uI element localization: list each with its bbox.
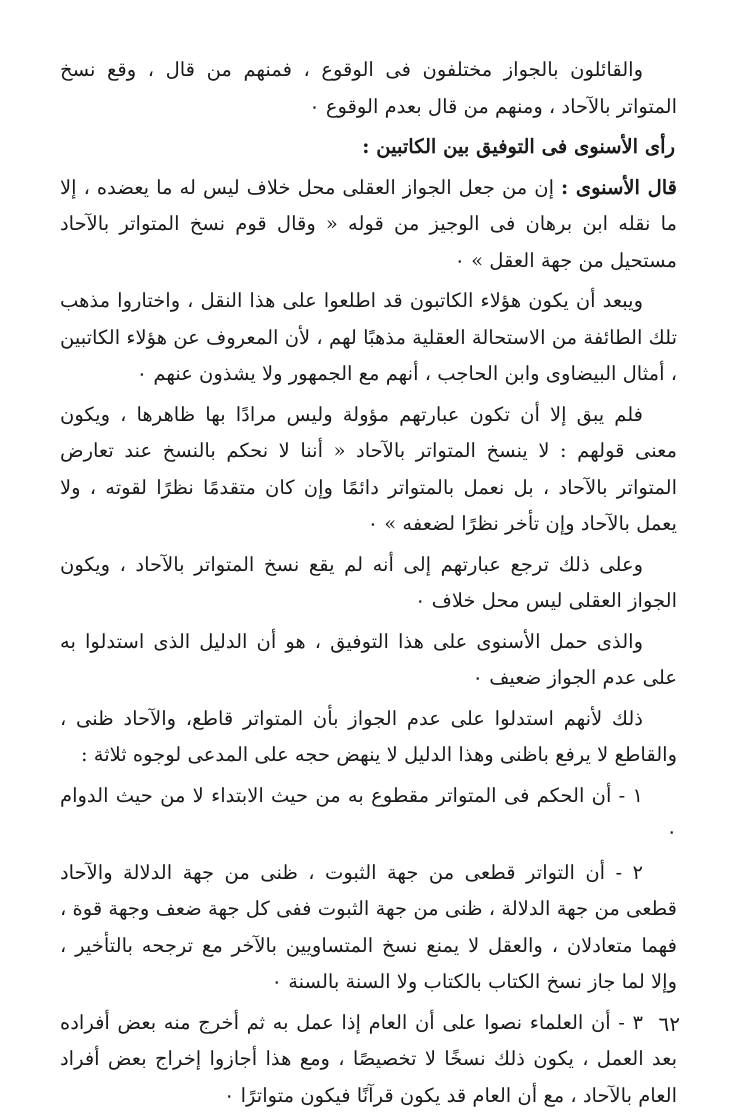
- paragraph-7: ذلك لأنهم استدلوا على عدم الجواز بأن المتواتر قاطع، والآحاد ظنى ، والقاطع لا يرفع باظنى وهذا الدليل لا ينهض حجه على المدعى لوجوه ثلاثة :: [60, 706, 677, 766]
- paragraph-5: وعلى ذلك ترجع عبارتهم إلى أنه لم يقع نسخ المتواتر بالآحاد ، ويكون الجواز العقلى ليس محل خلاف ٠: [60, 552, 677, 612]
- paragraph-2: [60, 170, 677, 280]
- paragraph-2-lead: قال الأسنوى :: [561, 175, 677, 199]
- paragraph-3: ويبعد أن يكون هؤلاء الكاتبون قد اطلعوا على هذا النقل ، واختاروا مذهب تلك الطائفة من الاستحالة العقلية مذهبًا لهم ، لأن المعروف عن هؤلاء الكاتبين ، أمثال البيضاوى وابن الحاجب ، أنهم مع الجمهور ولا يشذون عنهم ٠: [60, 289, 677, 385]
- paragraph-4: فلم يبق إلا أن تكون عبارتهم مؤولة وليس مرادًا بها ظاهرها ، ويكون معنى قولهم : لا ينسخ المتواتر بالآحاد « أننا لا نحكم بالنسخ عند تعارض المتواتر بالآحاد ، بل نعمل بالمتواتر دائمًا وإن كان متقدمًا نظرًا لقوته ، ولا يعمل بالآحاد وإن تأخر نظرًا لضعفه » ٠: [60, 402, 677, 535]
- paragraph-1: والقائلون بالجواز مختلفون فى الوقوع ، فمنهم من قال ، وقع نسخ المتواتر بالآحاد ، ومنهم من قال بعدم الوقوع ٠: [60, 58, 677, 118]
- list-item-2: ٢ - أن التواتر قطعى من جهة الثبوت ، ظنى من جهة الدلالة والآحاد قطعى من جهة الدلالة ، ظنى من جهة الثبوت ففى كل جهة ضعف وجهة قوة ، فهما متعادلان ، والعقل لا يمنع نسخ المتساويين بالآخر مع ترجحه بالتأخير ، وإلا لما جاز نسخ الكتاب بالكتاب ولا السنة بالسنة ٠: [60, 860, 677, 993]
- page-number: ٦٢: [658, 1012, 680, 1036]
- paragraph-6: والذى حمل الأسنوى على هذا التوفيق ، هو أن الدليل الذى استدلوا به على عدم الجواز ضعيف ٠: [60, 629, 677, 689]
- paragraph-2-text: إن من جعل الجواز العقلى محل خلاف ليس له ما يعضده ، إلا ما نقله ابن برهان فى الوجيز من قوله « وقال قوم نسخ المتواتر بالآحاد مستحيل من جهة العقل » ٠: [60, 175, 677, 272]
- list-item-3: ٣ - أن العلماء نصوا على أن العام إذا عمل به ثم أخرج منه بعض أفراده بعد العمل ، يكون ذلك نسخًا لا تخصيصًا ، ومع هذا أجازوا إخراج بعض أفراد العام بالآحاد ، مع أن العام قد يكون قرآنًا فيكون متواترًا ٠: [60, 1010, 677, 1107]
- section-heading: رأى الأسنوى فى التوفيق بين الكاتبين :: [362, 135, 675, 158]
- page-body: [60, 52, 677, 1118]
- list-item-1: ١ - أن الحكم فى المتواتر مقطوع به من حيث الابتداء لا من حيث الدوام ٠: [60, 783, 677, 843]
